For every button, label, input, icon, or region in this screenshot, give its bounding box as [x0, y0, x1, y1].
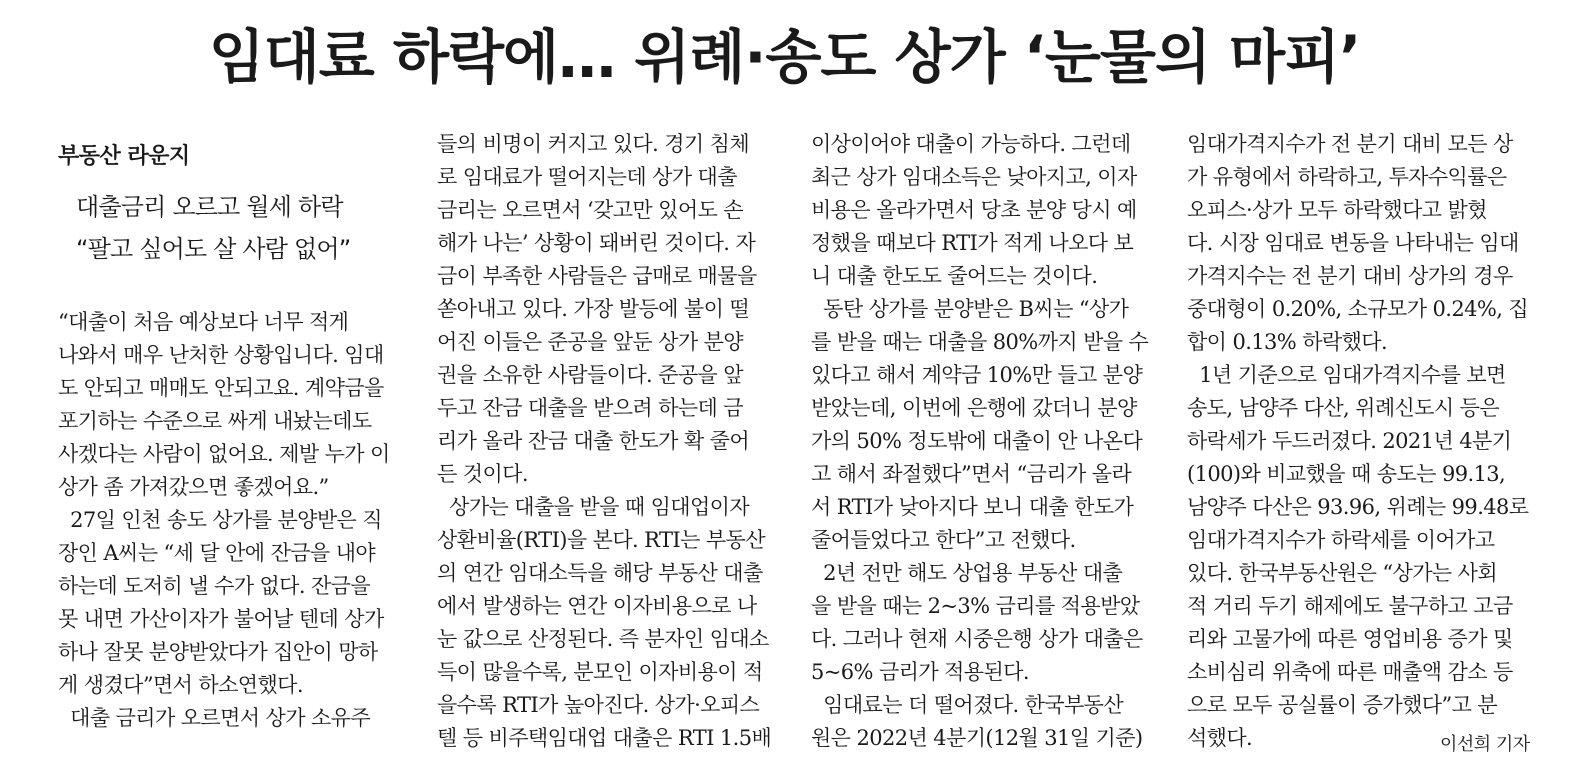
- article-line: 사겠다는 사람이 없어요. 제발 누가 이: [58, 442, 390, 466]
- article-line: 게 생겼다”면서 하소연했다.: [58, 673, 303, 697]
- column-body: [58, 306, 408, 735]
- article-line: 들의 비명이 커지고 있다. 경기 침체: [437, 132, 750, 156]
- article-column-3: [811, 128, 1161, 755]
- article-line: 텔 등 비주택임대업 대출은 RTI 1.5배: [437, 726, 772, 750]
- article-line: 합이 0.13% 하락했다.: [1187, 330, 1388, 354]
- article-line: 27일 인천 송도 상가를 분양받은 직: [58, 508, 382, 532]
- article-line: 로 임대료가 떨어지는데 상가 대출: [437, 165, 737, 189]
- article-line: 고 해서 좌절했다”면서 “금리가 올라: [811, 462, 1132, 486]
- article-line: 두고 잔금 대출을 받으려 하는데 금: [437, 396, 743, 420]
- article-line: 쏟아내고 있다. 가장 발등에 불이 떨: [437, 297, 750, 321]
- column-body: [811, 128, 1161, 755]
- article-line: 줄어들었다고 한다”고 전했다.: [811, 528, 1076, 552]
- article-line: 원은 2022년 4분기(12월 31일 기준): [811, 726, 1143, 750]
- article-line: (100)와 비교했을 때 송도는 99.13,: [1187, 462, 1506, 486]
- article-line: 눈 값으로 산정된다. 즉 분자인 임대소: [437, 627, 769, 651]
- article-line: 2년 전만 해도 상업용 부동산 대출: [811, 561, 1123, 585]
- article-line: 가격지수는 전 분기 대비 상가의 경우: [1187, 264, 1513, 288]
- column-body: [437, 128, 787, 755]
- article-line: 도 안되고 매매도 안되고요. 계약금을: [58, 376, 384, 400]
- article-line: 해가 나는’ 상황이 돼버린 것이다. 자: [437, 231, 756, 255]
- article-line: 상가는 대출을 받을 때 임대업이자: [437, 495, 750, 519]
- article-line: 대출 금리가 오르면서 상가 소유주: [58, 706, 371, 730]
- article-line: 정했을 때보다 RTI가 적게 나오다 보: [811, 231, 1134, 255]
- article-line: 득이 많을수록, 분모인 이자비용이 적: [437, 660, 763, 684]
- article-line: 임대가격지수가 하락세를 이어가고: [1187, 528, 1495, 552]
- article-line: “대출이 처음 예상보다 너무 적게: [58, 310, 349, 334]
- article-line: 남양주 다산은 93.96, 위례는 99.48로: [1187, 495, 1529, 519]
- article-line: 송도, 남양주 다산, 위례신도시 등은: [1187, 396, 1500, 420]
- byline: 이선희 기자: [1440, 734, 1530, 755]
- column-body: [1187, 128, 1537, 755]
- article-line: 다. 그러나 현재 시중은행 상가 대출은: [811, 627, 1143, 651]
- article-line: 금리는 오르면서 ‘갖고만 있어도 손: [437, 198, 743, 222]
- article-line: 하나 잘못 분양받았다가 집안이 망하: [58, 640, 378, 664]
- article-line: 리와 고물가에 따른 영업비용 증가 및: [1187, 627, 1513, 651]
- article-line: 1년 기준으로 임대가격지수를 보면: [1187, 363, 1506, 387]
- article-line: 임대료는 더 떨어졌다. 한국부동산: [811, 693, 1124, 717]
- article-line: 에서 발생하는 연간 이자비용으로 나: [437, 594, 757, 618]
- subheadline-line: 대출금리 오르고 월세 하락: [76, 193, 343, 221]
- subheadline: [58, 186, 408, 270]
- article-column-2: [437, 128, 787, 755]
- article-line: 든 것이다.: [437, 462, 528, 486]
- article-line: 리가 올라 잔금 대출 한도가 확 줄어: [437, 429, 750, 453]
- article-line: 임대가격지수가 전 분기 대비 모든 상: [1187, 132, 1513, 156]
- article-line: 가의 50% 정도밖에 대출이 안 나온다: [811, 429, 1143, 453]
- article-line: 있다. 한국부동산원은 “상가는 사회: [1187, 561, 1498, 585]
- article-line: 못 내면 가산이자가 불어날 텐데 상가: [58, 607, 384, 631]
- article-line: 을수록 RTI가 높아진다. 상가·오피스: [437, 693, 760, 717]
- article-line: 나와서 매우 난처한 상황입니다. 임대: [58, 343, 384, 367]
- article-line: 소비심리 위축에 따른 매출액 감소 등: [1187, 660, 1513, 684]
- article-line: 상환비율(RTI)을 본다. RTI는 부동산: [437, 528, 765, 552]
- subheadline-line: “팔고 싶어도 살 사람 없어”: [76, 235, 351, 263]
- article-line: 가 유형에서 하락하고, 투자수익률은: [1187, 165, 1507, 189]
- article-line: 금이 부족한 사람들은 급매로 매물을: [437, 264, 757, 288]
- article-line: 최근 상가 임대소득은 낮아지고, 이자: [811, 165, 1137, 189]
- article-line: 동탄 상가를 분양받은 B씨는 “상가: [811, 297, 1129, 321]
- article-line: 를 받을 때는 대출을 80%까지 받을 수: [811, 330, 1149, 354]
- article-line: 어진 이들은 준공을 앞둔 상가 분양: [437, 330, 743, 354]
- article-line: 상가 좀 가져갔으면 좋겠어요.”: [58, 475, 329, 499]
- article-line: 석했다.: [1187, 726, 1253, 750]
- article-line: 니 대출 한도도 줄어드는 것이다.: [811, 264, 1098, 288]
- article-line: 하락세가 두드러졌다. 2021년 4분기: [1187, 429, 1512, 453]
- article-line: 서 RTI가 낮아지다 보니 대출 한도가: [811, 495, 1134, 519]
- section-label: 부동산 라운지: [58, 144, 190, 169]
- article-line: 비용은 올라가면서 당초 분양 당시 예: [811, 198, 1137, 222]
- article-line: 포기하는 수준으로 싸게 내놨는데도: [58, 409, 372, 433]
- article-line: 5~6% 금리가 적용된다.: [811, 660, 1029, 684]
- article-line: 을 받을 때는 2~3% 금리를 적용받았: [811, 594, 1140, 618]
- article-column-1: [58, 128, 408, 735]
- article-line: 하는데 도저히 낼 수가 없다. 잔금을: [58, 574, 371, 598]
- headline: 임대료 하락에… 위례·송도 상가 ‘눈물의 마피’: [208, 23, 1361, 91]
- article-line: 적 거리 두기 해제에도 불구하고 고금: [1187, 594, 1513, 618]
- article-column-4: [1187, 128, 1537, 755]
- article-line: 권을 소유한 사람들이다. 준공을 앞: [437, 363, 743, 387]
- article-line: 오피스·상가 모두 하락했다고 밝혔: [1187, 198, 1487, 222]
- article-line: 중대형이 0.20%, 소규모가 0.24%, 집: [1187, 297, 1529, 321]
- article-line: 장인 A씨는 “세 달 안에 잔금을 내야: [58, 541, 376, 565]
- article-line: 이상이어야 대출이 가능하다. 그런데: [811, 132, 1131, 156]
- article-line: 다. 시장 임대료 변동을 나타내는 임대: [1187, 231, 1519, 255]
- article-line: 있다고 해서 계약금 10%만 들고 분양: [811, 363, 1143, 387]
- article-line: 의 연간 임대소득을 해당 부동산 대출: [437, 561, 763, 585]
- article-line: 으로 모두 공실률이 증가했다”고 분: [1187, 693, 1498, 717]
- article-line: 받았는데, 이번에 은행에 갔더니 분양: [811, 396, 1137, 420]
